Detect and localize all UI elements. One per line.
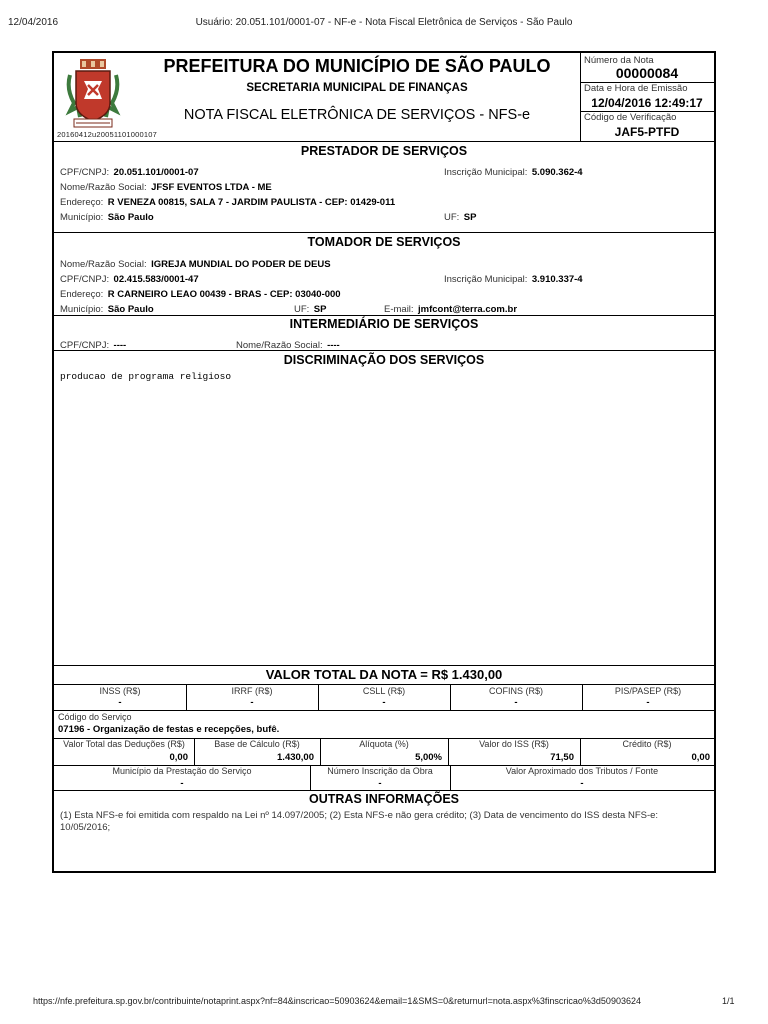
base-calculo-value: 1.430,00	[277, 752, 314, 763]
secretaria-title: SECRETARIA MUNICIPAL DE FINANÇAS	[246, 82, 468, 94]
prestador-uf-label: UF:	[444, 212, 460, 223]
codigo-servico-value: 07196 - Organização de festas e recepções, bufê.	[58, 724, 280, 735]
codigo-servico-label: Código do Serviço	[58, 712, 132, 722]
prestador-insc-value: 5.090.362-4	[531, 167, 583, 178]
prestador-endereco-value: R VENEZA 00815, SALA 7 - JARDIM PAULISTA - CEP: 01429-011	[107, 197, 396, 208]
prestador-municipio-label: Município:	[60, 212, 104, 223]
prestador-insc-row	[444, 162, 583, 180]
discriminacao-title: DISCRIMINAÇÃO DOS SERVIÇOS	[283, 353, 485, 367]
nfs-e-document	[52, 51, 716, 873]
csll-value: -	[382, 697, 386, 708]
tomador-cpf-value: 02.415.583/0001-47	[113, 274, 199, 285]
prestador-nome-value: JFSF EVENTOS LTDA - ME	[151, 182, 272, 193]
tomador-email-value: jmfcont@terra.com.br	[418, 304, 518, 315]
sao-paulo-coat-of-arms-icon	[64, 59, 122, 131]
prestador-title: PRESTADOR DE SERVIÇOS	[300, 144, 468, 158]
pis-pasep-value: -	[646, 697, 650, 708]
deducoes-label: Valor Total das Deduções (R$)	[63, 739, 185, 749]
inscricao-obra-value: -	[378, 778, 382, 789]
tomador-email-label: E-mail:	[384, 304, 414, 315]
inscricao-obra-label: Número Inscrição da Obra	[327, 766, 433, 776]
intermediario-cpf-value: ----	[113, 340, 127, 351]
prestador-cpf-label: CPF/CNPJ:	[60, 167, 110, 178]
intermediario-title: INTERMEDIÁRIO DE SERVIÇOS	[289, 317, 479, 331]
prestador-insc-label: Inscrição Municipal:	[444, 167, 528, 178]
tomador-municipio-label: Município:	[60, 304, 104, 315]
tomador-insc-value: 3.910.337-4	[531, 274, 583, 285]
valor-total: VALOR TOTAL DA NOTA = R$ 1.430,00	[265, 667, 503, 682]
inss-label: INSS (R$)	[99, 686, 141, 696]
tomador-nome-label: Nome/Razão Social:	[60, 259, 147, 270]
tomador-uf-value: SP	[313, 304, 327, 315]
print-date: 12/04/2016	[8, 17, 59, 28]
prestador-endereco-label: Endereço:	[60, 197, 104, 208]
valor-iss-value: 71,50	[550, 752, 574, 763]
tomador-cpf-label: CPF/CNPJ:	[60, 274, 110, 285]
tomador-nome-value: IGREJA MUNDIAL DO PODER DE DEUS	[151, 259, 331, 270]
credito-value: 0,00	[691, 752, 710, 763]
discriminacao-text: producao de programa religioso	[60, 371, 232, 382]
print-url: https://nfe.prefeitura.sp.gov.br/contribuinte/notaprint.aspx?nf=84&inscricao=50903624&email=1&SMS=0&returnurl=nota.aspx%3finscricao%3d50903624	[33, 996, 641, 1006]
tributos-label: Valor Aproximado dos Tributos / Fonte	[505, 766, 659, 776]
print-title: Usuário: 20.051.101/0001-07 - NF-e - Nota Fiscal Eletrônica de Serviços - São Paulo	[195, 17, 573, 28]
prestador-cpf-value: 20.051.101/0001-07	[113, 167, 199, 178]
valor-iss-label: Valor do ISS (R$)	[479, 739, 549, 749]
tomador-endereco-value: R CARNEIRO LEAO 00439 - BRAS - CEP: 03040-000	[107, 289, 341, 300]
intermediario-nome-label: Nome/Razão Social:	[236, 340, 323, 351]
irrf-value: -	[250, 697, 254, 708]
csll-label: CSLL (R$)	[362, 686, 406, 696]
numero-value: 00000084	[615, 65, 679, 81]
verificacao-label: Código de Verificação	[584, 112, 677, 123]
cofins-label: COFINS (R$)	[489, 686, 543, 696]
tomador-insc-row	[444, 269, 583, 287]
prestador-uf-value: SP	[463, 212, 477, 223]
municipio-prestacao-label: Município da Prestação do Serviço	[112, 766, 252, 776]
tributos-value: -	[580, 778, 584, 789]
outras-text: (1) Esta NFS-e foi emitida com respaldo na Lei nº 14.097/2005; (2) Esta NFS-e não gera crédito; (3) Data de vencimento do ISS desta NFS-e: 10/05/2016;	[60, 810, 659, 833]
aliquota-label: Alíquota (%)	[359, 739, 409, 749]
irrf-label: IRRF (R$)	[231, 686, 273, 696]
code-under-logo: 20160412u20051101000107	[57, 130, 157, 139]
tomador-municipio-value: São Paulo	[107, 304, 154, 315]
intermediario-nome-value: ----	[327, 340, 340, 351]
impostos-row	[54, 684, 714, 710]
verificacao-value: JAF5-PTFD	[614, 125, 680, 139]
prestador-municipio-value: São Paulo	[107, 212, 154, 223]
credito-label: Crédito (R$)	[622, 739, 672, 749]
nota-info-box	[580, 53, 714, 141]
emissao-value: 12/04/2016 12:49:17	[591, 96, 703, 110]
print-page-number: 1/1	[722, 996, 735, 1006]
tomador-endereco-label: Endereço:	[60, 289, 104, 300]
intermediario-cpf-label: CPF/CNPJ:	[60, 340, 110, 351]
pis-pasep-label: PIS/PASEP (R$)	[614, 686, 682, 696]
valores-row	[54, 738, 714, 765]
municipio-prestacao-value: -	[180, 778, 184, 789]
prestador-nome-label: Nome/Razão Social:	[60, 182, 147, 193]
emissao-label: Data e Hora de Emissão	[584, 83, 688, 94]
tomador-uf-label: UF:	[294, 304, 310, 315]
numero-label: Número da Nota	[584, 55, 654, 66]
city-title: PREFEITURA DO MUNICÍPIO DE SÃO PAULO	[163, 56, 551, 76]
deducoes-value: 0,00	[169, 752, 188, 763]
prestador-uf-row	[444, 207, 476, 225]
tomador-insc-label: Inscrição Municipal:	[444, 274, 528, 285]
tomador-title: TOMADOR DE SERVIÇOS	[307, 235, 461, 249]
cofins-value: -	[514, 697, 518, 708]
outras-title: OUTRAS INFORMAÇÕES	[309, 792, 459, 806]
aliquota-value: 5,00%	[415, 752, 442, 763]
extras-row	[54, 765, 714, 790]
prestador-municipio-row	[60, 207, 154, 225]
base-calculo-label: Base de Cálculo (R$)	[214, 739, 300, 749]
document-title: NOTA FISCAL ELETRÔNICA DE SERVIÇOS - NFS-e	[183, 107, 531, 123]
inss-value: -	[118, 697, 122, 708]
